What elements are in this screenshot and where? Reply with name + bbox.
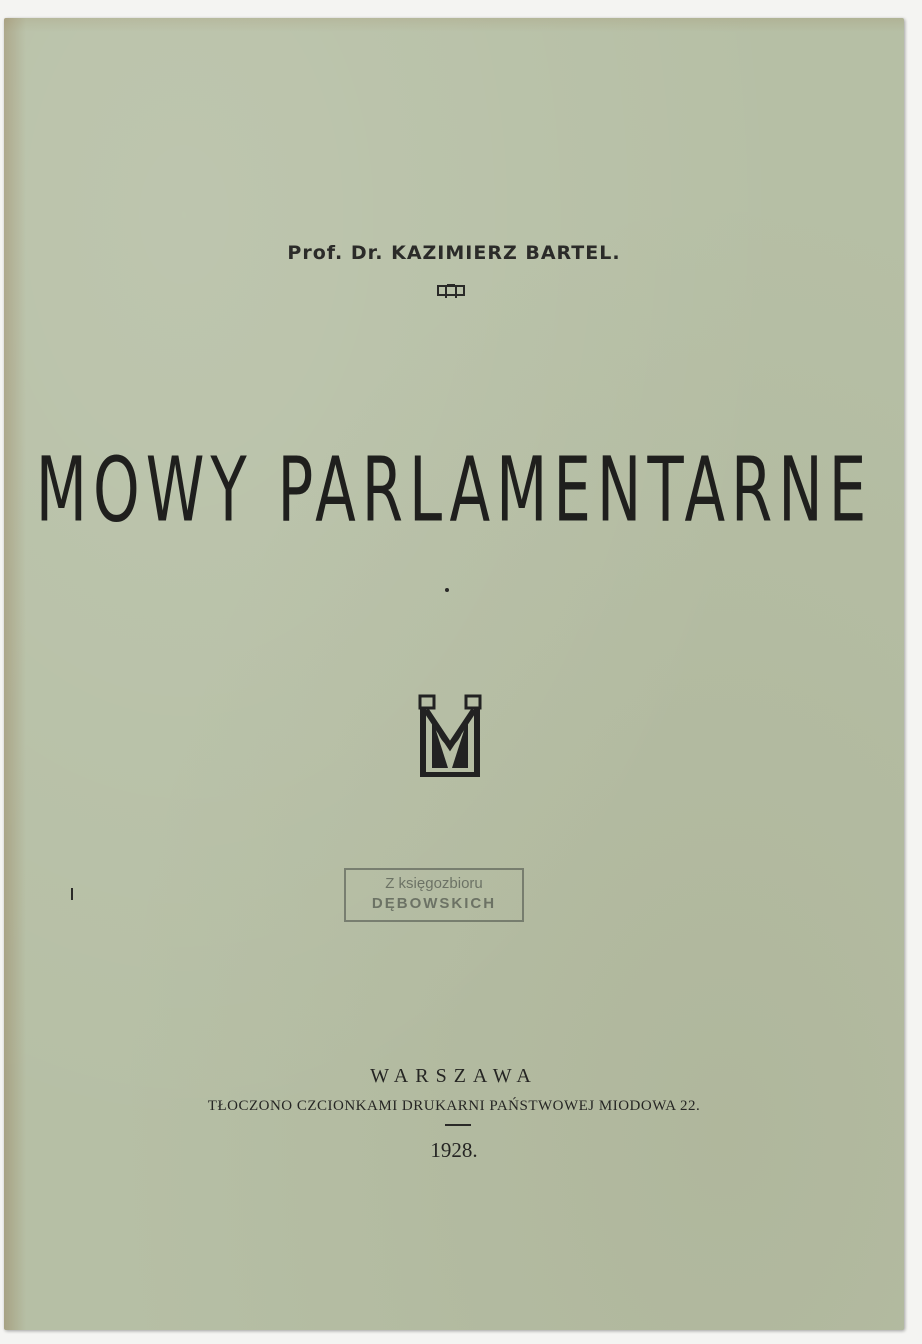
- divider-rule: [445, 1124, 471, 1126]
- library-stamp: [344, 868, 524, 922]
- ink-dot: [445, 588, 449, 592]
- publication-city: WARSZAWA: [370, 1065, 538, 1087]
- author-line: Prof. Dr. KAZIMIERZ BARTEL.: [287, 242, 621, 264]
- publication-year: 1928.: [430, 1138, 478, 1162]
- small-ornament-icon: [437, 283, 465, 299]
- book-title: MOWY PARLAMENTARNE: [35, 438, 873, 542]
- stamp-line-2: DĘBOWSKICH: [371, 895, 497, 912]
- ink-mark: [71, 888, 73, 900]
- printer-line: TŁOCZONO CZCIONKAMI DRUKARNI PAŃSTWOWEJ MIODOWA 22.: [207, 1098, 701, 1114]
- stamp-line-1: Z księgozbioru: [385, 875, 483, 892]
- printer-emblem-icon: [418, 694, 482, 778]
- book-cover: [4, 18, 904, 1330]
